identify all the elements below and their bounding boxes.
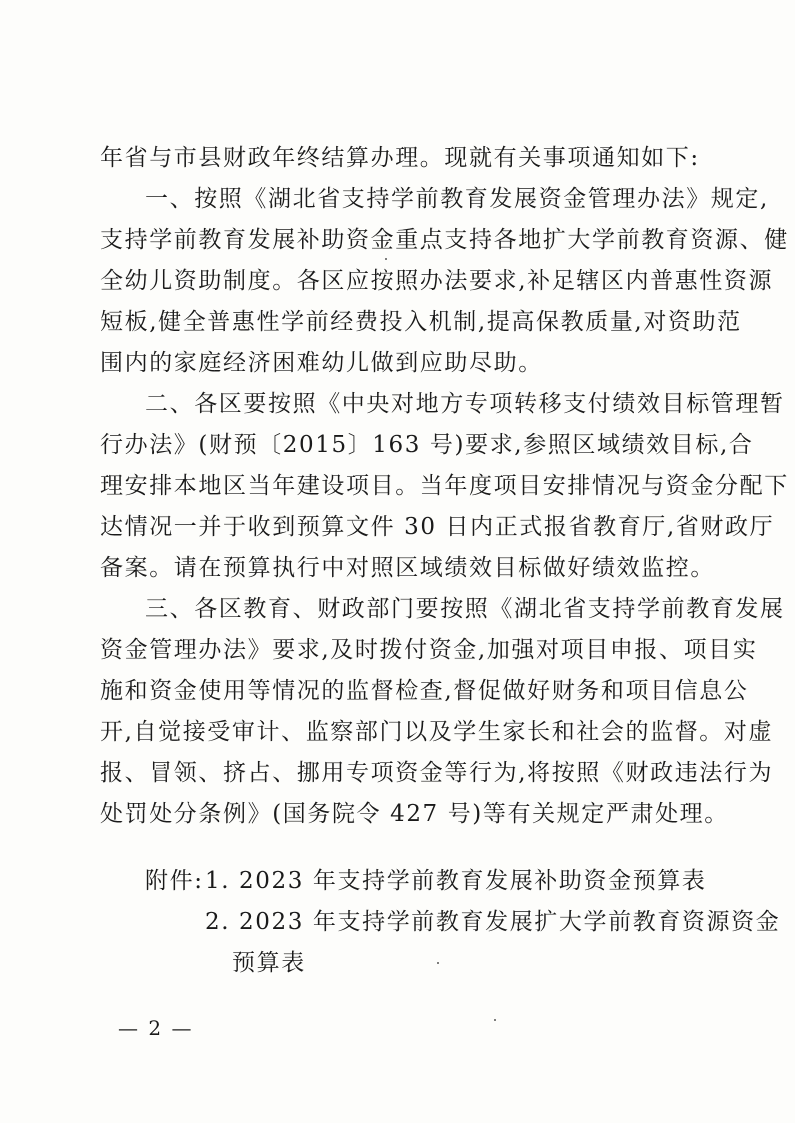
- body-line: 全幼儿资助制度。各区应按照办法要求,补足辖区内普惠性资源: [100, 268, 774, 294]
- body-line: 三、各区教育、财政部门要按照《湖北省支持学前教育发展: [145, 596, 785, 622]
- body-line: 一、按照《湖北省支持学前教育发展资金管理办法》规定,: [145, 186, 769, 212]
- body-line: 理安排本地区当年建设项目。当年度项目安排情况与资金分配下: [100, 473, 789, 499]
- page-number: — 2 —: [118, 1016, 194, 1040]
- body-line: 围内的家庭经济困难幼儿做到应助尽助。: [100, 350, 543, 376]
- body-line: 支持学前教育发展补助资金重点支持各地扩大学前教育资源、健: [100, 227, 789, 253]
- body-line: 报、冒领、挤占、挪用专项资金等行为,将按照《财政违法行为: [100, 760, 774, 786]
- body-line: 处罚处分条例》(国务院令 427 号)等有关规定严肃处理。: [100, 801, 729, 827]
- body-line: 开,自觉接受审计、监察部门以及学生家长和社会的监督。对虚: [100, 719, 774, 745]
- scan-speck: [385, 258, 387, 260]
- attachment-item-2-continued: 预算表: [232, 950, 306, 976]
- body-line: 二、各区要按照《中央对地方专项转移支付绩效目标管理暂: [145, 391, 785, 417]
- scan-speck: [437, 962, 439, 964]
- body-line: 短板,健全普惠性学前经费投入机制,提高保教质量,对资助范: [100, 309, 742, 335]
- body-line: 备案。请在预算执行中对照区域绩效目标做好绩效监控。: [100, 555, 715, 581]
- body-line: 行办法》(财预〔2015〕163 号)要求,参照区域绩效目标,合: [100, 432, 754, 458]
- body-line: 资金管理办法》要求,及时拨付资金,加强对项目申报、项目实: [100, 637, 758, 663]
- body-line: 达情况一并于收到预算文件 30 日内正式报省教育厅,省财政厅: [100, 514, 775, 540]
- body-line: 施和资金使用等情况的监督检查,督促做好财务和项目信息公: [100, 678, 749, 704]
- scan-speck: [494, 1019, 496, 1021]
- attachment-label: 附件:: [145, 868, 204, 894]
- body-line: 年省与市县财政年终结算办理。现就有关事项通知如下:: [100, 145, 700, 171]
- attachment-item-1: 1. 2023 年支持学前教育发展补助资金预算表: [205, 868, 707, 894]
- attachment-item-2: 2. 2023 年支持学前教育发展扩大学前教育资源资金: [205, 909, 781, 935]
